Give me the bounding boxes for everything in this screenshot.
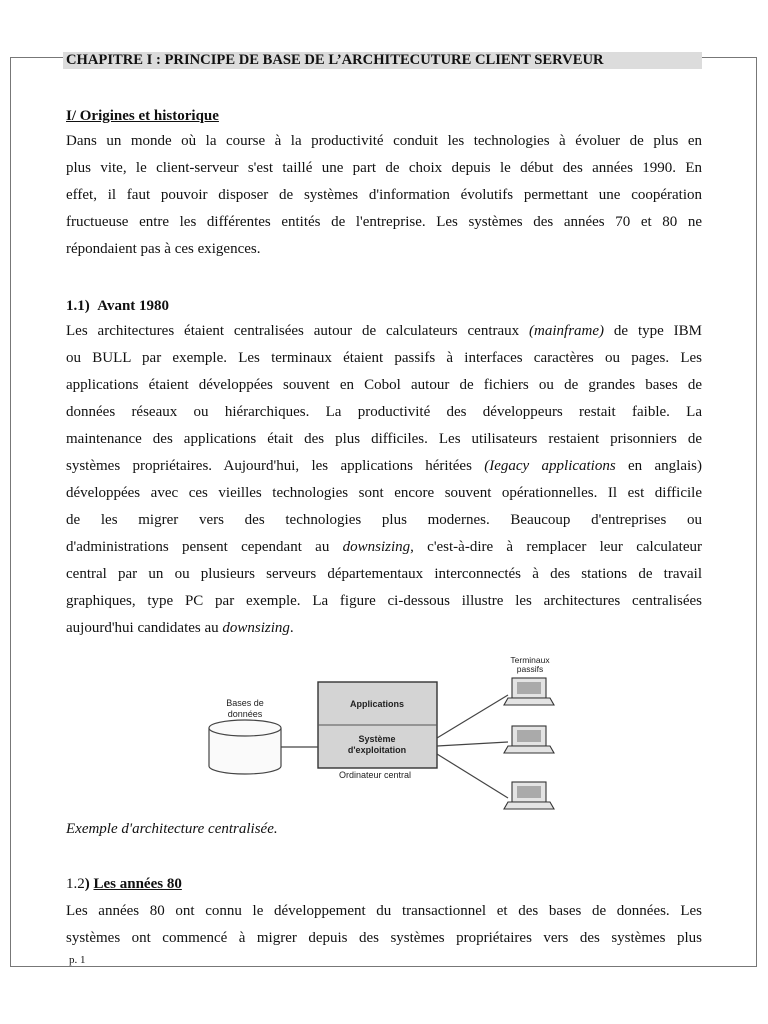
- terminal-icon: [504, 726, 554, 753]
- section-1-1-line: [66, 318, 702, 345]
- applications-label: Applications: [349, 699, 405, 709]
- database-icon: [209, 720, 281, 774]
- section-1-1-paragraph: [66, 318, 702, 642]
- text-run: .: [289, 620, 294, 636]
- terminals-label-1: Terminaux: [510, 655, 550, 665]
- section-1-line: fructueuse entre les différentes entités de l'entreprise. Les systèmes des années 70 et 80 ne: [66, 214, 702, 230]
- section-1-2-heading: [66, 874, 702, 894]
- chapter-title: CHAPITRE I : PRINCIPE DE BASE DE L’ARCHITECUTURE CLIENT SERVEUR: [63, 52, 702, 69]
- text-run-italic: downsizing: [222, 620, 290, 636]
- text-run: en anglais): [615, 458, 702, 474]
- system-label-2: d'exploitation: [347, 745, 407, 755]
- section-1-paragraph: [66, 128, 702, 263]
- section-1-2-paragraph: [66, 898, 702, 952]
- section-1-2-title: Les années 80: [93, 876, 182, 892]
- centralized-architecture-figure: [200, 650, 595, 815]
- section-1-2-line: Les années 80 ont connu le développement du transactionnel et des bases de données. Les: [66, 903, 702, 919]
- section-1-line: Dans un monde où la course à la productivité conduit les technologies à évoluer de plus en: [66, 133, 702, 149]
- section-1-1-line: graphiques, type PC par exemple. La figure ci-dessous illustre les architectures centralisées: [66, 593, 702, 609]
- section-1-1-line: développées avec ces vieilles technologies sont encore souvent opérationnelles. Il est difficile: [66, 485, 702, 501]
- figure-caption: Exemple d'architecture centralisée.: [66, 821, 278, 837]
- terminal-icon: [504, 782, 554, 809]
- text-run-italic: downsizing: [342, 539, 411, 555]
- system-label-1: Système: [358, 734, 396, 744]
- db-label-2: données: [227, 709, 263, 719]
- section-1-heading: I/ Origines et historique: [66, 108, 219, 124]
- text-run: aujourd'hui candidates au: [66, 620, 223, 636]
- section-1-1-line: données réseaux ou hiérarchiques. La productivité des développeurs restait faible. La: [66, 404, 702, 420]
- text-run-italic: (Iegacy applications: [484, 458, 616, 474]
- text-run-italic: (mainframe): [529, 323, 605, 339]
- section-1-1-line: applications étaient développées souvent en Cobol autour de fichiers ou de grandes bases de: [66, 377, 702, 393]
- section-1: [66, 106, 702, 126]
- section-1-2-line: systèmes ont commencé à migrer depuis des systèmes propriétaires vers des systèmes plus: [66, 930, 702, 946]
- section-1-1-line: de les migrer vers des technologies plus modernes. Beaucoup d'entreprises ou: [66, 512, 702, 528]
- text-run: systèmes propriétaires. Aujourd'hui, les applications héritées: [66, 458, 485, 474]
- section-1-2-paren: ): [84, 876, 90, 892]
- section-1-1-title: Avant 1980: [97, 298, 170, 314]
- computer-label: Ordinateur central: [338, 770, 412, 780]
- section-1-1-line: ou BULL par exemple. Les terminaux étaient passifs à interfaces caractères ou pages. Les: [66, 350, 702, 366]
- section-1-2: [66, 874, 702, 894]
- section-1-1-line: maintenance des applications était des plus difficiles. Les utilisateurs restaient prisonniers de: [66, 431, 702, 447]
- section-1-1-line: [66, 615, 702, 642]
- section-1-line: effet, il faut pouvoir disposer de systèmes d'information évolutifs permettant une coopération: [66, 187, 702, 203]
- text-run: de type IBM: [604, 323, 703, 339]
- section-1-line: répondaient pas à ces exigences.: [66, 241, 261, 257]
- terminals-label-2: passifs: [516, 664, 544, 674]
- terminal-icon: [504, 678, 554, 705]
- section-1-1-line: [66, 534, 702, 561]
- section-1-1-line: [66, 453, 702, 480]
- section-1-line: plus vite, le client-serveur s'est taillé une part de choix depuis le début des années 1990. En: [66, 160, 702, 176]
- text-run: d'administrations pensent cependant au: [66, 539, 343, 555]
- text-run: Les architectures étaient centralisées autour de calculateurs centraux: [66, 323, 530, 339]
- db-label-1: Bases de: [226, 698, 264, 708]
- section-1-1-number: 1.1): [66, 298, 90, 314]
- text-run: , c'est-à-dire à remplacer leur calculateur: [410, 539, 702, 555]
- section-1-1: [66, 296, 702, 316]
- section-1-2-number: 1.2: [66, 876, 85, 892]
- section-1-1-heading: [66, 296, 702, 316]
- page-number: p. 1: [69, 954, 86, 966]
- section-1-1-line: central par un ou plusieurs serveurs départementaux interconnectés à des stations de travail: [66, 566, 702, 582]
